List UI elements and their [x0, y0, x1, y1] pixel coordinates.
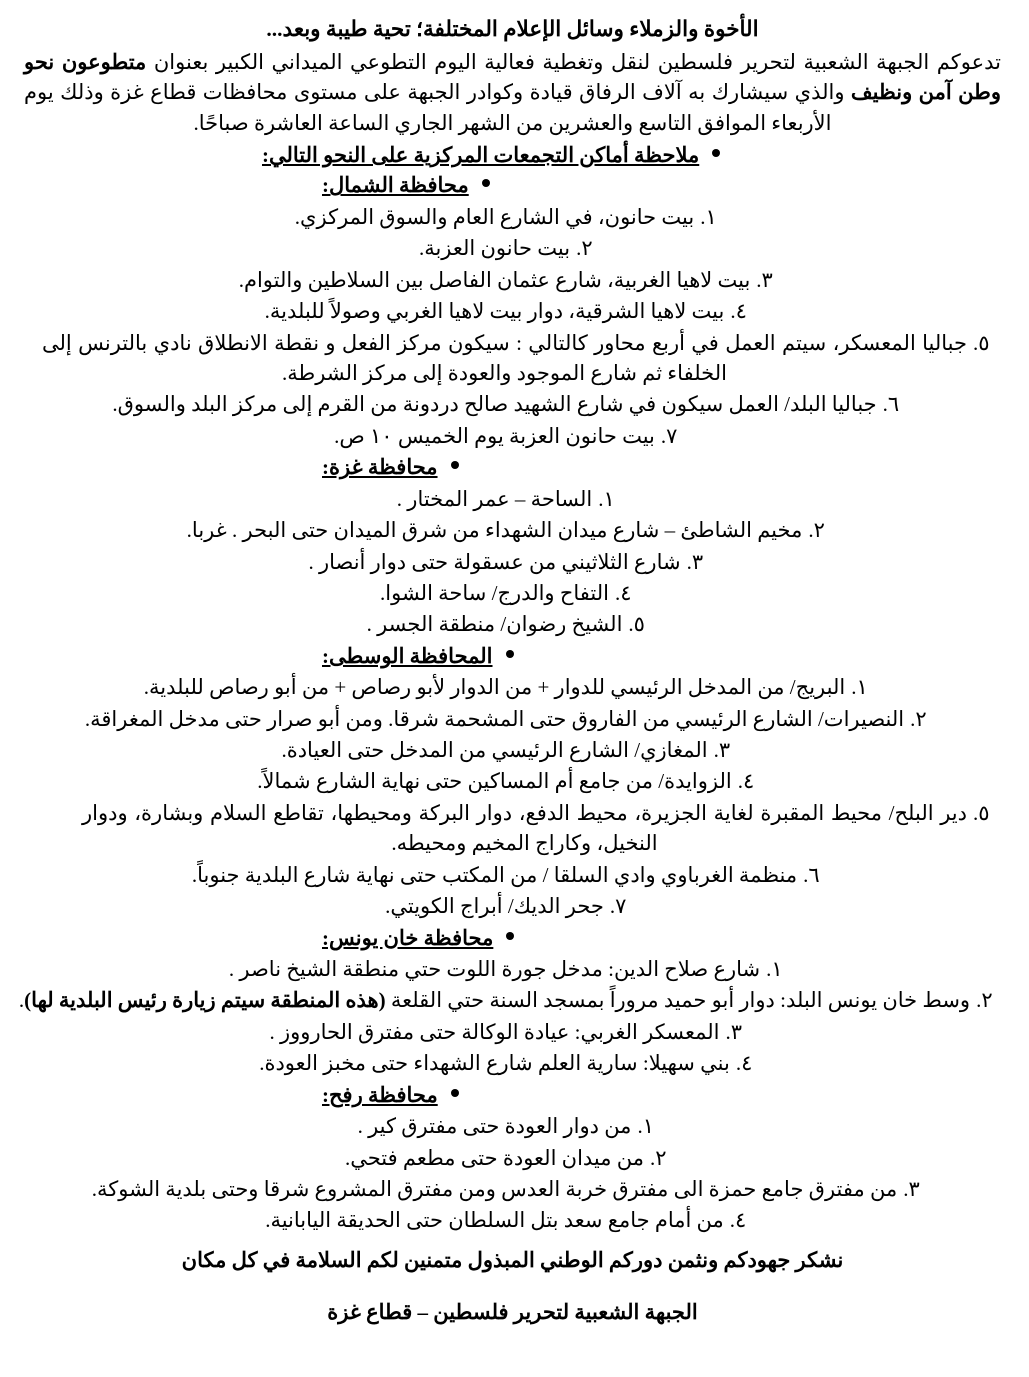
item-text: النصيرات/ الشارع الرئيسي من الفاروق حتى المشحمة شرقا. ومن أبو صرار حتى مدخل المغراقة. [84, 706, 905, 731]
item-text: بيت لاهيا الشرقية، دوار بيت لاهيا الغربي وصولاً للبلدية. [264, 299, 725, 324]
list-item [22, 547, 1003, 577]
section-heading-row-rafah [22, 1081, 1003, 1109]
item-text: بيت حانون، في الشارع العام والسوق المركزي. [294, 204, 695, 229]
signature-line: الجبهة الشعبية لتحرير فلسطين – قطاع غزة [327, 1300, 698, 1325]
item-number: ٥. [973, 330, 990, 355]
list-item [22, 1174, 1003, 1204]
item-number: ٤. [735, 1051, 753, 1076]
section-heading-row-khanyounis [22, 924, 1003, 952]
section-heading-row-gaza [22, 453, 1003, 481]
list-item [22, 233, 1003, 263]
list-item [22, 265, 1003, 295]
item-number: ٦. [803, 862, 820, 887]
list-item [22, 296, 1003, 326]
item-number: ١. [700, 204, 717, 229]
item-text-after: . [18, 988, 25, 1013]
note-heading-row [22, 141, 1003, 169]
intro-paragraph [22, 47, 1003, 140]
list-item [22, 1205, 1003, 1235]
list-item [22, 202, 1003, 232]
item-number: ٥. [628, 612, 645, 637]
bullet-dot-icon [506, 932, 514, 940]
section-heading-row-middle [22, 642, 1003, 670]
item-number: ٢. [808, 518, 825, 543]
list-item [22, 484, 1003, 514]
item-text-before: وسط خان يونس البلد: دوار أبو حميد مروراً بمسجد السنة حتي القلعة [385, 988, 971, 1013]
item-number: ٢. [576, 236, 593, 261]
item-text: شارع الثلاثيني من عسقولة حتى دوار أنصار . [308, 549, 681, 574]
list-item [18, 985, 1003, 1015]
intro-text-part1: تدعوكم الجبهة الشعبية لتحرير فلسطين لنقل وتغطية فعالية اليوم التطوعي الميداني الكبير بعنوان [146, 49, 1001, 74]
list-item [22, 954, 1003, 984]
item-number: ٥. [973, 800, 990, 825]
list-item [22, 735, 1003, 765]
item-text: الشيخ رضوان/ منطقة الجسر . [366, 612, 623, 637]
list-item [22, 578, 1003, 608]
item-text: من دوار العودة حتى مفترق كير . [357, 1114, 632, 1139]
item-number: ١. [851, 675, 868, 700]
item-number: ٤. [730, 299, 747, 324]
item-text: من مفترق جامع حمزة الى مفترق خربة العدس ومن مفترق المشروع شرقا وحتى بلدية الشوكة. [91, 1176, 898, 1201]
list-item [22, 609, 1003, 639]
item-text: منظمة الغرباوي وادي السلقا / من المكتب حتى نهاية شارع البلدية جنوباً. [191, 862, 798, 887]
list-item [22, 766, 1003, 796]
item-number: ٧. [660, 423, 678, 448]
section-heading-label: محافظة الشمال: [322, 173, 469, 198]
item-number: ٤. [729, 1208, 747, 1233]
bullet-dot-icon [451, 1089, 459, 1097]
item-number: ٣. [686, 549, 704, 574]
item-text: بني سهيلا: سارية العلم شارع الشهداء حتى مخبز العودة. [259, 1051, 730, 1076]
section-heading-row-north [22, 171, 1003, 199]
section-heading-label: محافظة غزة: [322, 455, 438, 480]
bullet-dot-icon [482, 179, 490, 187]
item-text: جباليا المعسكر، سيتم العمل في أربع محاور كالتالي : سيكون مركز الفعل و نقطة الانطلاق نادي بالترنس إلى الخلفاء ثم شارع الموجود والعودة إلى مركز الشرطة. [42, 330, 967, 385]
bullet-dot-icon [451, 461, 459, 469]
list-item [22, 421, 1003, 451]
item-number: ٦. [882, 392, 900, 417]
item-number: ١. [766, 957, 783, 981]
item-text-emphasis: (هذه المنطقة سيتم زيارة رئيس البلدية لها) [24, 988, 386, 1013]
item-text: المغازي/ الشارع الرئيسي من المدخل حتى العيادة. [281, 738, 708, 763]
intro-text-part2: والذي سيشارك به آلاف الرفاق قيادة وكوادر الجبهة على مستوى محافظات قطاع غزة وذلك يوم الأربعاء الموافق التاسع والعشرين من الشهر الجاري الساعة العاشرة صباحًا. [24, 80, 851, 136]
item-number: ٤. [614, 580, 632, 605]
list-item [22, 389, 1003, 419]
item-number: ٢. [650, 1145, 667, 1170]
list-item [22, 1143, 1003, 1173]
section-heading-label: المحافظة الوسطى: [322, 643, 493, 668]
list-item [22, 798, 1003, 859]
list-item [22, 515, 1003, 545]
item-number: ٣. [756, 267, 773, 292]
item-number: ٣. [903, 1176, 920, 1201]
list-item [22, 1017, 1003, 1047]
item-text: من ميدان العودة حتى مطعم فتحي. [345, 1145, 645, 1170]
bullet-dot-icon [506, 650, 514, 658]
item-number: ٣. [725, 1019, 743, 1044]
closing-line: نشكر جهودكم ونثمن دوركم الوطني المبذول متمنين لكم السلامة في كل مكان [181, 1247, 844, 1272]
list-item [22, 891, 1003, 921]
note-heading-label: ملاحظة أماكن التجمعات المركزية على النحو التالي: [262, 143, 700, 168]
item-number: ١. [598, 486, 615, 511]
item-text: بيت حانون العزبة. [418, 236, 571, 261]
list-item [22, 1111, 1003, 1141]
list-item [22, 860, 1003, 890]
item-text: مخيم الشاطئ – شارع ميدان الشهداء من شرق الميدان حتى البحر . غربا. [186, 518, 803, 543]
item-number: ٧. [609, 894, 627, 919]
item-text: من أمام جامع سعد بتل السلطان حتى الحديقة اليابانية. [265, 1208, 724, 1233]
item-text: جباليا البلد/ العمل سيكون في شارع الشهيد صالح دردونة من القرم إلى مركز البلد والسوق. [112, 392, 877, 417]
list-item [22, 704, 1003, 734]
item-number: ١. [637, 1114, 654, 1139]
item-text: الساحة – عمر المختار . [396, 486, 593, 511]
item-text: جحر الديك/ أبراج الكويتي. [385, 894, 604, 919]
bullet-dot-icon [712, 149, 720, 157]
section-heading-label: محافظة خان يونس: [322, 925, 494, 950]
item-text: التفاح والدرج/ ساحة الشوا. [380, 580, 609, 605]
item-text: بيت حانون العزبة يوم الخميس ١٠ ص. [334, 423, 655, 448]
item-text: دير البلح/ محيط المقبرة لغاية الجزيرة، محيط الدفع، دوار البركة ومحيطها، تقاطع السلام وبشارة، ودوار النخيل، وكاراج المخيم ومحيطه. [82, 800, 967, 856]
item-text: البريج/ من المدخل الرئيسي للدوار + من الدوار لأبو رصاص + من أبو رصاص للبلدية. [143, 675, 846, 700]
item-number: ٣. [713, 738, 731, 763]
list-item [22, 328, 1003, 389]
item-text: بيت لاهيا الغربية، شارع عثمان الفاصل بين السلاطين والتوام. [238, 267, 751, 292]
item-text: الزوايدة/ من جامع أم المساكين حتى نهاية الشارع شمالاً. [257, 769, 732, 794]
item-text: شارع صلاح الدين: مدخل جورة اللوت حتي منطقة الشيخ ناصر . [228, 957, 761, 981]
item-text-composite [19, 985, 970, 1015]
item-number: ٤. [737, 769, 755, 794]
list-item [22, 1048, 1003, 1078]
campaign-title: متطوعون نحو وطن آمن ونظيف [24, 49, 1001, 105]
item-text: المعسكر الغربي: عيادة الوكالة حتى مفترق الحارووز . [269, 1019, 720, 1044]
list-item [22, 672, 1003, 702]
salutation-line: الأخوة والزملاء وسائل الإعلام المختلفة؛ تحية طيبة وبعد... [266, 17, 759, 41]
item-number: ٢. [976, 988, 993, 1013]
item-number: ٢. [910, 706, 927, 731]
section-heading-label: محافظة رفح: [322, 1082, 438, 1107]
